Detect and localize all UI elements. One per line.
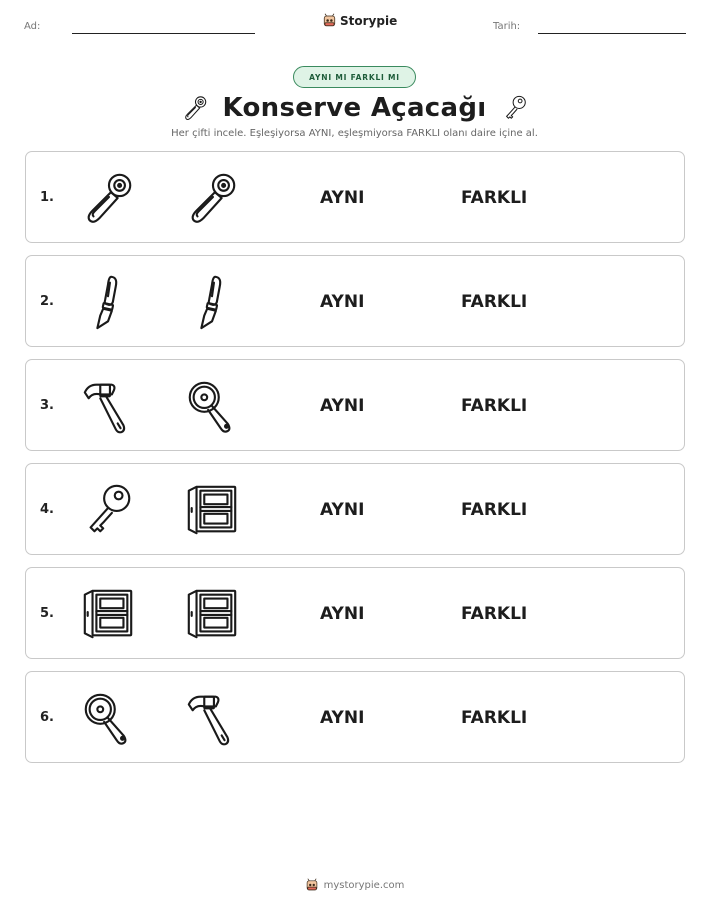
brand-name: Storypie [340, 13, 398, 28]
page-title: Konserve Açacağı [222, 93, 487, 123]
different-option[interactable]: FARKLI [461, 396, 528, 416]
footer-url: mystorypie.com [323, 879, 405, 891]
different-option[interactable]: FARKLI [461, 292, 528, 312]
worksheet-type-badge: AYNI MI FARKLI MI [293, 66, 416, 88]
question-row [25, 567, 685, 659]
knife-icon [183, 273, 241, 331]
date-line[interactable] [538, 33, 686, 34]
same-option[interactable]: AYNI [320, 708, 365, 728]
different-option[interactable]: FARKLI [461, 604, 528, 624]
left-picture [79, 169, 137, 227]
name-line[interactable] [72, 33, 255, 34]
right-picture [183, 377, 241, 435]
left-picture [79, 481, 137, 539]
instructions: Her çifti incele. Eşleşiyorsa AYNI, eşleşmiyorsa FARKLI olanı daire içine al. [171, 128, 538, 139]
left-picture [79, 273, 137, 331]
right-picture [183, 689, 241, 747]
pizza-cutter-icon [79, 689, 137, 747]
question-row [25, 151, 685, 243]
same-option[interactable]: AYNI [320, 292, 365, 312]
right-picture [183, 273, 241, 331]
cabinet-icon [79, 585, 137, 643]
title-row [0, 89, 709, 127]
different-option[interactable]: FARKLI [461, 500, 528, 520]
pizza-cutter-icon [183, 377, 241, 435]
question-number: 6. [40, 710, 54, 725]
knife-icon [79, 273, 137, 331]
name-label: Ad: [24, 21, 41, 32]
hammer-icon [79, 377, 137, 435]
key-icon [79, 481, 137, 539]
question-number: 2. [40, 294, 54, 309]
same-option[interactable]: AYNI [320, 188, 365, 208]
hammer-icon [183, 689, 241, 747]
same-option[interactable]: AYNI [320, 500, 365, 520]
key-icon [501, 94, 529, 122]
question-number: 1. [40, 190, 54, 205]
storypie-mascot-icon [322, 13, 337, 28]
can-opener-icon [183, 169, 241, 227]
question-row [25, 255, 685, 347]
right-picture [183, 169, 241, 227]
brand-logo [322, 13, 397, 28]
different-option[interactable]: FARKLI [461, 708, 528, 728]
question-number: 4. [40, 502, 54, 517]
storypie-mascot-icon [305, 878, 319, 892]
can-opener-icon [181, 94, 209, 122]
cabinet-icon [183, 481, 241, 539]
question-number: 3. [40, 398, 54, 413]
question-row [25, 463, 685, 555]
cabinet-icon [183, 585, 241, 643]
right-picture [183, 585, 241, 643]
left-picture [79, 377, 137, 435]
question-number: 5. [40, 606, 54, 621]
right-picture [183, 481, 241, 539]
footer [0, 878, 709, 892]
question-row [25, 671, 685, 763]
left-picture [79, 585, 137, 643]
date-label: Tarih: [493, 21, 521, 32]
same-option[interactable]: AYNI [320, 604, 365, 624]
can-opener-icon [79, 169, 137, 227]
question-row [25, 359, 685, 451]
left-picture [79, 689, 137, 747]
different-option[interactable]: FARKLI [461, 188, 528, 208]
same-option[interactable]: AYNI [320, 396, 365, 416]
